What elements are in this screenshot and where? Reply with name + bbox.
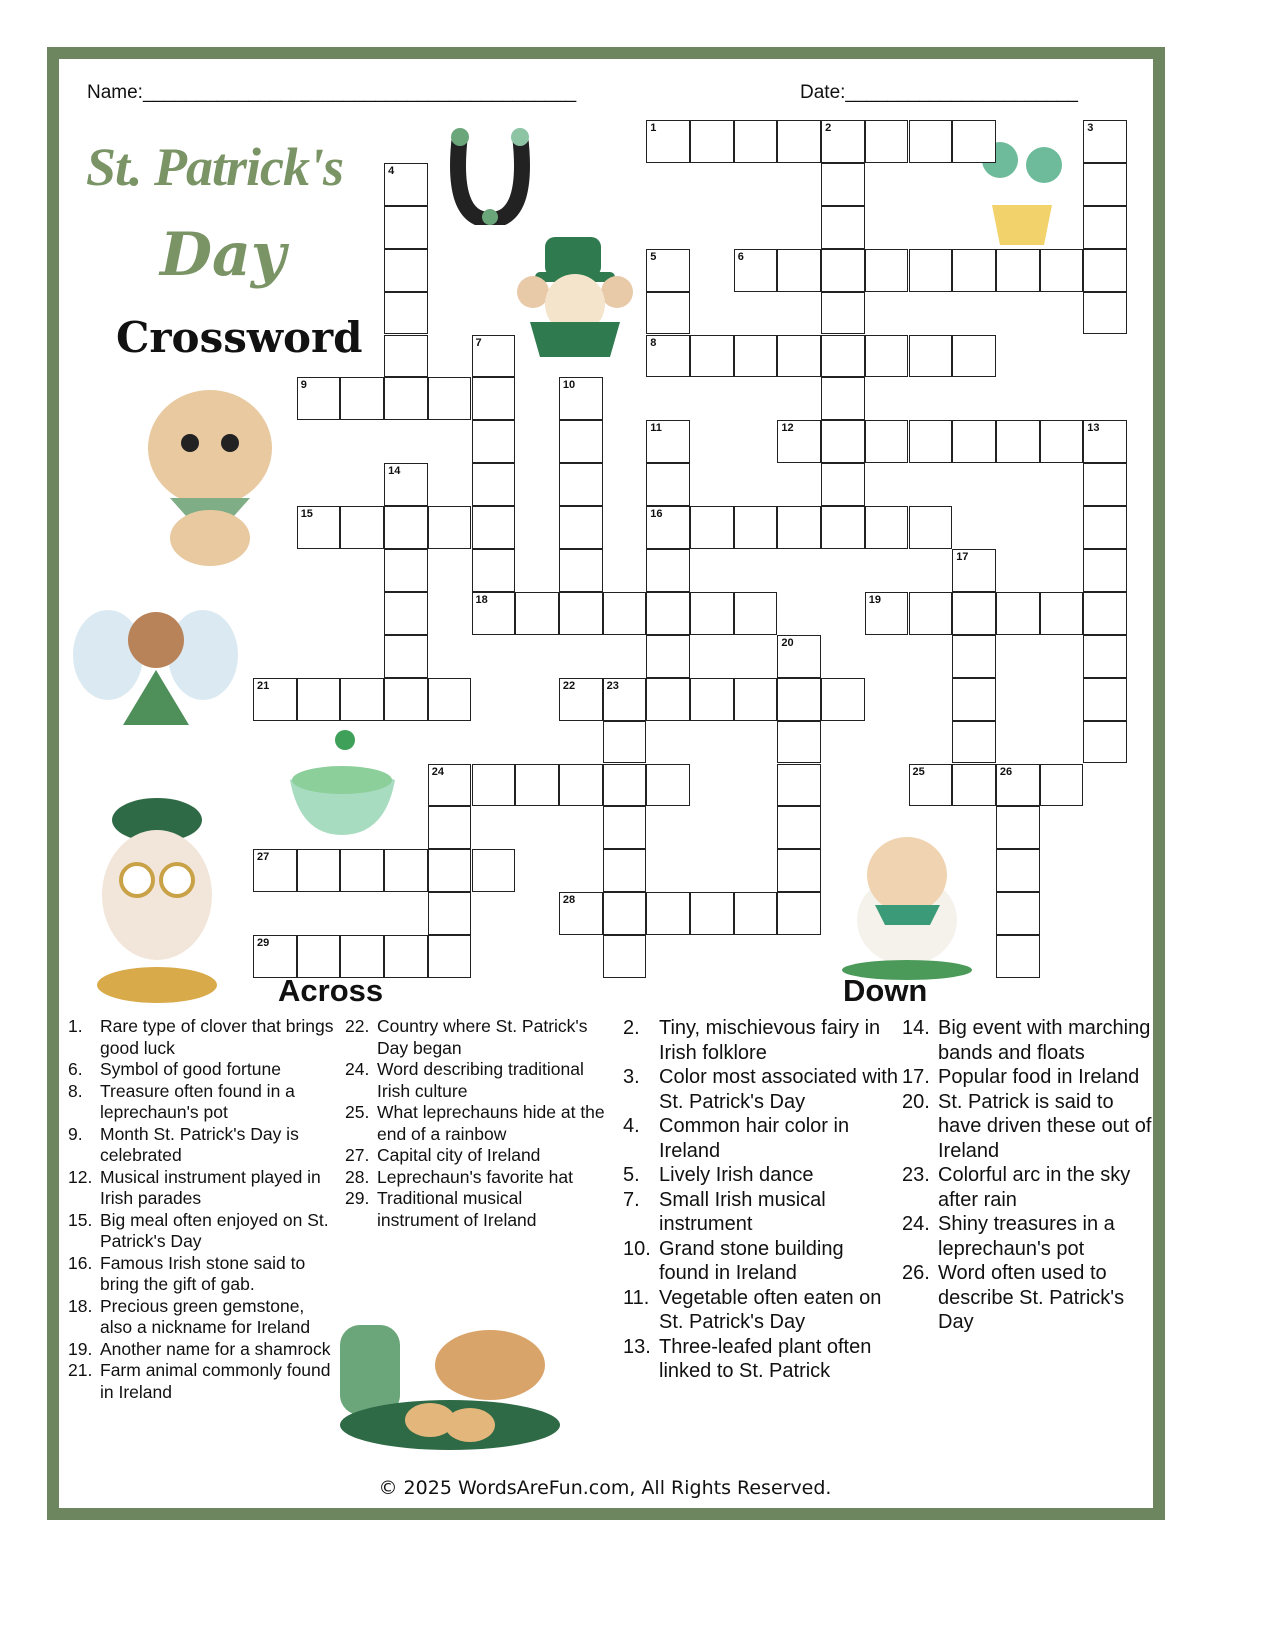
clue-item-number: 27. bbox=[345, 1145, 370, 1165]
clue-item-number: 22. bbox=[345, 1016, 370, 1036]
clue-number: 21 bbox=[257, 679, 270, 692]
clue-number: 14 bbox=[388, 465, 401, 478]
crossword-cell[interactable] bbox=[1083, 206, 1127, 249]
clue-number: 16 bbox=[650, 508, 663, 521]
crossword-cell[interactable] bbox=[384, 849, 428, 892]
crossword-cell[interactable] bbox=[734, 249, 778, 292]
clue-number: 24 bbox=[431, 765, 445, 778]
clue-item-number: 6. bbox=[68, 1059, 83, 1079]
clue-item-number: 2. bbox=[623, 1017, 640, 1039]
clue-item-number: 1. bbox=[68, 1016, 83, 1036]
crossword-cell[interactable] bbox=[428, 678, 472, 721]
clue-item-text: Month St. Patrick's Day is celebrated bbox=[100, 1123, 299, 1165]
crossword-cell[interactable] bbox=[472, 420, 516, 463]
crossword-cell[interactable] bbox=[559, 892, 603, 935]
crossword-cell[interactable] bbox=[1083, 678, 1127, 721]
clue-item bbox=[345, 1016, 607, 1059]
copyright: © 2025 WordsAreFun.com, All Rights Reserved. bbox=[378, 1477, 832, 1499]
clue-item bbox=[902, 1065, 1152, 1090]
crossword-cell[interactable] bbox=[734, 120, 778, 163]
crossword-cell[interactable] bbox=[603, 721, 647, 764]
crossword-cell[interactable] bbox=[952, 120, 996, 163]
crossword-cell[interactable] bbox=[646, 335, 690, 378]
clue-number: 8 bbox=[650, 336, 657, 349]
clue-item-text: Vegetable often eaten on St. Patrick's Day bbox=[659, 1286, 882, 1333]
crossword-cell[interactable] bbox=[777, 764, 821, 807]
crossword-cell[interactable] bbox=[952, 721, 996, 764]
crossword-cell[interactable] bbox=[777, 892, 821, 935]
clue-item bbox=[902, 1163, 1152, 1212]
clue-item-text: Big meal often enjoyed on St. Patrick's Day bbox=[100, 1209, 329, 1251]
title-crossword: Crossword bbox=[116, 313, 363, 362]
crossword-cell[interactable] bbox=[1083, 420, 1127, 463]
crossword-cell[interactable] bbox=[777, 721, 821, 764]
crossword-cell[interactable] bbox=[384, 335, 428, 378]
crossword-cell[interactable] bbox=[734, 335, 778, 378]
crossword-cell[interactable] bbox=[821, 506, 865, 549]
clue-item-number: 13. bbox=[623, 1335, 651, 1358]
crossword-cell[interactable] bbox=[603, 678, 647, 721]
crossword-cell[interactable] bbox=[603, 892, 647, 935]
crossword-cell[interactable] bbox=[996, 806, 1040, 849]
crossword-cell[interactable] bbox=[384, 249, 428, 292]
crossword-cell[interactable] bbox=[821, 206, 865, 249]
crossword-cell[interactable] bbox=[777, 120, 821, 163]
crossword-cell[interactable] bbox=[777, 335, 821, 378]
clue-item bbox=[345, 1167, 607, 1189]
crossword-cell[interactable] bbox=[690, 506, 734, 549]
crossword-cell[interactable] bbox=[340, 506, 384, 549]
clue-item bbox=[68, 1167, 338, 1210]
clue-item-text: Farm animal commonly found in Ireland bbox=[100, 1360, 331, 1402]
crossword-cell[interactable] bbox=[996, 764, 1040, 807]
clue-number: 17 bbox=[956, 551, 969, 563]
crossword-cell[interactable] bbox=[472, 764, 516, 807]
clue-item-number: 14. bbox=[902, 1017, 930, 1039]
clue-item-number: 8. bbox=[68, 1080, 83, 1101]
clue-item-text: St. Patrick is said to have driven these out of Ireland bbox=[938, 1090, 1152, 1162]
crossword-cell[interactable] bbox=[428, 935, 472, 978]
crossword-cell[interactable] bbox=[1040, 420, 1084, 463]
crossword-cell[interactable] bbox=[297, 506, 341, 549]
clue-item-number: 5. bbox=[623, 1164, 640, 1186]
clue-item-number: 15. bbox=[68, 1209, 93, 1230]
clue-item bbox=[623, 1237, 898, 1286]
crossword-cell[interactable] bbox=[952, 549, 996, 592]
clue-number: 27 bbox=[257, 851, 270, 864]
crossword-cell[interactable] bbox=[384, 463, 428, 506]
crossword-cell[interactable] bbox=[996, 592, 1040, 635]
crossword-cell[interactable] bbox=[909, 120, 953, 163]
clue-item bbox=[68, 1210, 338, 1253]
crossword-cell[interactable] bbox=[297, 377, 341, 420]
crossword-cell[interactable] bbox=[865, 592, 909, 635]
crossword-cell[interactable] bbox=[821, 377, 865, 420]
crossword-cell[interactable] bbox=[472, 592, 516, 635]
clue-item-number: 28. bbox=[345, 1166, 370, 1187]
clue-item-number: 24. bbox=[345, 1059, 370, 1079]
clue-number: 23 bbox=[606, 679, 619, 692]
crossword-cell[interactable] bbox=[1083, 635, 1127, 678]
clue-item bbox=[68, 1360, 338, 1403]
crossword-cell[interactable] bbox=[428, 849, 472, 892]
crossword-cell[interactable] bbox=[603, 592, 647, 635]
crossword-cell[interactable] bbox=[559, 420, 603, 463]
crossword-cell[interactable] bbox=[865, 120, 909, 163]
clue-item bbox=[345, 1188, 607, 1231]
clue-number: 20 bbox=[781, 636, 794, 649]
clue-number: 12 bbox=[781, 422, 794, 435]
crossword-cell[interactable] bbox=[297, 935, 341, 978]
crossword-cell[interactable] bbox=[646, 549, 690, 592]
crossword-cell[interactable] bbox=[996, 892, 1040, 935]
crossword-cell[interactable] bbox=[996, 420, 1040, 463]
crossword-cell[interactable] bbox=[559, 463, 603, 506]
across-clues-column-1 bbox=[68, 1016, 338, 1403]
clue-item-number: 25. bbox=[345, 1102, 370, 1122]
crossword-cell[interactable] bbox=[777, 849, 821, 892]
clue-item-text: Common hair color in Ireland bbox=[659, 1115, 850, 1162]
clue-item-text: Precious green gemstone, also a nickname for Ireland bbox=[100, 1295, 311, 1337]
crossword-cell[interactable] bbox=[384, 506, 428, 549]
crossword-cell[interactable] bbox=[909, 764, 953, 807]
crossword-cell[interactable] bbox=[428, 377, 472, 420]
clue-item-text: Big event with marching bands and floats bbox=[938, 1017, 1151, 1064]
clue-item bbox=[623, 1286, 898, 1335]
clue-item bbox=[68, 1253, 338, 1296]
crossword-cell[interactable] bbox=[515, 764, 559, 807]
crossword-cell[interactable] bbox=[865, 335, 909, 378]
crossword-cell[interactable] bbox=[821, 678, 865, 721]
crossword-cell[interactable] bbox=[603, 764, 647, 807]
crossword-cell[interactable] bbox=[384, 549, 428, 592]
crossword-cell[interactable] bbox=[559, 764, 603, 807]
crossword-cell[interactable] bbox=[472, 335, 516, 378]
crossword-cell[interactable] bbox=[472, 377, 516, 420]
crossword-cell[interactable] bbox=[1083, 592, 1127, 635]
crossword-cell[interactable] bbox=[428, 764, 472, 807]
crossword-cell[interactable] bbox=[428, 506, 472, 549]
clue-item-text: Colorful arc in the sky after rain bbox=[938, 1164, 1131, 1211]
clue-item-text: Country where St. Patrick's Day began bbox=[377, 1016, 588, 1058]
down-clues-column-1 bbox=[623, 1016, 898, 1384]
clue-number: 5 bbox=[650, 250, 657, 263]
crossword-cell[interactable] bbox=[1040, 764, 1084, 807]
clue-number: 15 bbox=[300, 508, 313, 521]
clue-item-text: Lively Irish dance bbox=[659, 1164, 814, 1186]
crossword-cell[interactable] bbox=[734, 592, 778, 635]
crossword-cell[interactable] bbox=[690, 592, 734, 635]
clue-item bbox=[902, 1016, 1152, 1065]
down-heading: Down bbox=[843, 973, 928, 1008]
clue-item bbox=[623, 1188, 898, 1237]
clue-item-text: What leprechauns hide at the end of a rainbow bbox=[377, 1102, 605, 1144]
crossword-cell[interactable] bbox=[777, 506, 821, 549]
down-clues-column-2 bbox=[902, 1016, 1152, 1335]
crossword-cell[interactable] bbox=[1083, 721, 1127, 764]
crossword-cell[interactable] bbox=[909, 592, 953, 635]
crossword-cell[interactable] bbox=[603, 806, 647, 849]
across-heading: Across bbox=[278, 973, 384, 1008]
crossword-cell[interactable] bbox=[777, 635, 821, 678]
puppy-illustration bbox=[120, 378, 300, 568]
clue-item-number: 11. bbox=[623, 1286, 650, 1309]
clue-item-number: 23. bbox=[902, 1164, 930, 1186]
crossword-cell[interactable] bbox=[340, 377, 384, 420]
clue-item-text: Symbol of good fortune bbox=[100, 1059, 281, 1079]
crossword-cell[interactable] bbox=[646, 635, 690, 678]
clue-number: 25 bbox=[912, 765, 925, 778]
crossword-cell[interactable] bbox=[777, 420, 821, 463]
crossword-cell[interactable] bbox=[821, 420, 865, 463]
irish-food-illustration bbox=[320, 1245, 580, 1465]
crossword-cell[interactable] bbox=[384, 678, 428, 721]
clue-item-text: Famous Irish stone said to bring the gift of gab. bbox=[100, 1252, 306, 1294]
crossword-cell[interactable] bbox=[909, 506, 953, 549]
crossword-cell[interactable] bbox=[384, 163, 428, 206]
crossword-cell[interactable] bbox=[777, 249, 821, 292]
clue-number: 28 bbox=[562, 894, 576, 907]
crossword-cell[interactable] bbox=[646, 592, 690, 635]
crossword-cell[interactable] bbox=[865, 249, 909, 292]
clue-item-number: 19. bbox=[68, 1338, 93, 1359]
crossword-cell[interactable] bbox=[559, 506, 603, 549]
crossword-cell[interactable] bbox=[340, 935, 384, 978]
clue-item-number: 3. bbox=[623, 1066, 640, 1088]
crossword-cell[interactable] bbox=[865, 506, 909, 549]
clue-item-number: 29. bbox=[345, 1188, 370, 1208]
crossword-cell[interactable] bbox=[1040, 249, 1084, 292]
clue-item-text: Capital city of Ireland bbox=[377, 1145, 541, 1165]
title-line-1: St. Patrick's bbox=[86, 137, 344, 197]
clue-item-number: 9. bbox=[68, 1123, 83, 1144]
crossword-cell[interactable] bbox=[428, 806, 472, 849]
clue-number: 22 bbox=[562, 679, 576, 692]
crossword-cell[interactable] bbox=[777, 678, 821, 721]
clue-item-text: Treasure often found in a leprechaun's pot bbox=[100, 1080, 295, 1122]
fairy-illustration bbox=[68, 585, 243, 760]
crossword-cell[interactable] bbox=[996, 849, 1040, 892]
crossword-cell[interactable] bbox=[297, 849, 341, 892]
crossword-cell[interactable] bbox=[1083, 292, 1127, 335]
title-line-2: Day bbox=[160, 220, 286, 290]
clue-number: 2 bbox=[825, 122, 832, 134]
clue-item bbox=[345, 1102, 607, 1145]
crossword-cell[interactable] bbox=[646, 678, 690, 721]
clue-number: 7 bbox=[475, 336, 482, 349]
crossword-cell[interactable] bbox=[646, 249, 690, 292]
mouse-leprechaun-illustration bbox=[515, 232, 635, 362]
crossword-cell[interactable] bbox=[384, 206, 428, 249]
clue-number: 4 bbox=[388, 164, 395, 177]
crossword-cell[interactable] bbox=[952, 635, 996, 678]
crossword-cell[interactable] bbox=[646, 892, 690, 935]
clue-item bbox=[345, 1145, 607, 1167]
crossword-cell[interactable] bbox=[1083, 549, 1127, 592]
crossword-cell[interactable] bbox=[559, 377, 603, 420]
crossword-cell[interactable] bbox=[690, 892, 734, 935]
clue-item-number: 18. bbox=[68, 1295, 93, 1316]
clue-item bbox=[902, 1212, 1152, 1261]
crossword-cell[interactable] bbox=[646, 764, 690, 807]
crossword-cell[interactable] bbox=[253, 678, 297, 721]
crossword-cell[interactable] bbox=[690, 678, 734, 721]
crossword-cell[interactable] bbox=[777, 806, 821, 849]
crossword-cell[interactable] bbox=[646, 506, 690, 549]
crossword-cell[interactable] bbox=[909, 249, 953, 292]
clue-item-text: Leprechaun's favorite hat bbox=[377, 1166, 573, 1187]
clue-item bbox=[623, 1065, 898, 1114]
clue-number: 26 bbox=[999, 765, 1013, 778]
clue-item bbox=[68, 1059, 338, 1081]
crossword-cell[interactable] bbox=[646, 463, 690, 506]
clue-item-text: Small Irish musical instrument bbox=[659, 1188, 826, 1235]
crossword-cell[interactable] bbox=[821, 163, 865, 206]
crossword-cell[interactable] bbox=[734, 678, 778, 721]
crossword-cell[interactable] bbox=[1083, 249, 1127, 292]
crossword-cell[interactable] bbox=[472, 849, 516, 892]
crossword-cell[interactable] bbox=[559, 678, 603, 721]
crossword-cell[interactable] bbox=[909, 335, 953, 378]
clue-item-text: Grand stone building found in Ireland bbox=[659, 1237, 844, 1284]
crossword-cell[interactable] bbox=[340, 849, 384, 892]
clue-item bbox=[68, 1124, 338, 1167]
clue-number: 9 bbox=[300, 379, 307, 392]
clue-item-text: Shiny treasures in a leprechaun's pot bbox=[938, 1213, 1115, 1260]
crossword-cell[interactable] bbox=[909, 420, 953, 463]
clue-item-text: Musical instrument played in Irish parades bbox=[100, 1166, 321, 1208]
clue-item-text: Another name for a shamrock bbox=[100, 1338, 331, 1359]
clue-item bbox=[68, 1016, 338, 1059]
clue-item bbox=[68, 1339, 338, 1361]
clue-item-number: 26. bbox=[902, 1262, 930, 1284]
clue-item-text: Popular food in Ireland bbox=[938, 1066, 1140, 1088]
crossword-cell[interactable] bbox=[821, 463, 865, 506]
crossword-cell[interactable] bbox=[472, 506, 516, 549]
crossword-cell[interactable] bbox=[734, 892, 778, 935]
clue-item bbox=[345, 1059, 607, 1102]
crossword-cell[interactable] bbox=[384, 635, 428, 678]
clue-item-text: Three-leafed plant often linked to St. Patrick bbox=[659, 1335, 872, 1382]
crossword-cell[interactable] bbox=[1083, 120, 1127, 163]
soup-bowl-illustration bbox=[285, 725, 400, 840]
crossword-cell[interactable] bbox=[603, 935, 647, 978]
crossword-cell[interactable] bbox=[253, 849, 297, 892]
clue-item bbox=[623, 1114, 898, 1163]
sheep-illustration bbox=[835, 815, 980, 980]
crossword-cell[interactable] bbox=[952, 335, 996, 378]
clue-number: 3 bbox=[1087, 122, 1094, 134]
crossword-cell[interactable] bbox=[734, 506, 778, 549]
crossword-cell[interactable] bbox=[1083, 463, 1127, 506]
crossword-cell[interactable] bbox=[821, 120, 865, 163]
crossword-cell[interactable] bbox=[428, 892, 472, 935]
crossword-cell[interactable] bbox=[952, 592, 996, 635]
crossword-cell[interactable] bbox=[1040, 592, 1084, 635]
clue-item bbox=[902, 1261, 1152, 1335]
clue-item-text: Traditional musical instrument of Ireland bbox=[377, 1188, 537, 1230]
clue-item-number: 17. bbox=[902, 1066, 930, 1088]
clue-item bbox=[623, 1335, 898, 1384]
clue-number: 29 bbox=[257, 937, 270, 950]
crossword-cell[interactable] bbox=[559, 549, 603, 592]
clue-item-text: Rare type of clover that brings good luck bbox=[100, 1016, 334, 1058]
clue-number: 13 bbox=[1087, 422, 1100, 435]
crossword-cell[interactable] bbox=[646, 120, 690, 163]
crossword-cell[interactable] bbox=[952, 764, 996, 807]
crossword-cell[interactable] bbox=[1083, 506, 1127, 549]
crossword-cell[interactable] bbox=[996, 935, 1040, 978]
clue-item-text: Color most associated with St. Patrick's Day bbox=[659, 1066, 898, 1113]
clue-item-number: 4. bbox=[623, 1115, 640, 1137]
crossword-cell[interactable] bbox=[340, 678, 384, 721]
crossword-cell[interactable] bbox=[952, 678, 996, 721]
clue-item bbox=[68, 1296, 338, 1339]
clue-item-number: 10. bbox=[623, 1237, 651, 1260]
horseshoe-illustration bbox=[445, 125, 535, 225]
crossword-cell[interactable] bbox=[952, 420, 996, 463]
clue-number: 10 bbox=[562, 379, 576, 392]
crossword-cell[interactable] bbox=[384, 592, 428, 635]
clue-item-number: 20. bbox=[902, 1090, 930, 1113]
crossword-cell[interactable] bbox=[384, 292, 428, 335]
crossword-cell[interactable] bbox=[253, 935, 297, 978]
clue-item bbox=[902, 1090, 1152, 1164]
date-field[interactable]: Date:______________________ bbox=[800, 82, 1078, 103]
clue-item-number: 7. bbox=[623, 1188, 640, 1211]
crossword-cell[interactable] bbox=[821, 249, 865, 292]
crossword-cell[interactable] bbox=[865, 420, 909, 463]
clue-item-text: Word often used to describe St. Patrick's Day bbox=[938, 1262, 1125, 1333]
clue-item-text: Word describing traditional Irish culture bbox=[377, 1059, 584, 1101]
crossword-cell[interactable] bbox=[646, 292, 690, 335]
crossword-cell[interactable] bbox=[472, 463, 516, 506]
crossword-cell[interactable] bbox=[690, 120, 734, 163]
clue-number: 18 bbox=[475, 593, 488, 606]
clue-item-number: 21. bbox=[68, 1360, 93, 1380]
clue-number: 1 bbox=[650, 122, 657, 134]
clue-item bbox=[623, 1016, 898, 1065]
clue-item bbox=[68, 1081, 338, 1124]
crossword-cell[interactable] bbox=[821, 292, 865, 335]
crossword-cell[interactable] bbox=[821, 335, 865, 378]
crossword-cell[interactable] bbox=[646, 420, 690, 463]
clue-number: 11 bbox=[650, 422, 662, 435]
across-clues-column-2 bbox=[345, 1016, 607, 1231]
clue-number: 6 bbox=[737, 250, 744, 263]
name-field[interactable]: Name:_________________________________________ bbox=[87, 82, 577, 103]
crossword-cell[interactable] bbox=[297, 678, 341, 721]
crossword-cell[interactable] bbox=[384, 935, 428, 978]
clue-item-number: 16. bbox=[68, 1252, 93, 1273]
clue-item-number: 24. bbox=[902, 1213, 930, 1235]
owl-illustration bbox=[85, 795, 230, 1010]
crossword-cell[interactable] bbox=[690, 335, 734, 378]
crossword-cell[interactable] bbox=[515, 592, 559, 635]
clue-number: 19 bbox=[868, 593, 882, 606]
clue-item-text: Tiny, mischievous fairy in Irish folklore bbox=[659, 1017, 881, 1064]
crossword-cell[interactable] bbox=[384, 377, 428, 420]
crossword-cell[interactable] bbox=[952, 249, 996, 292]
crossword-cell[interactable] bbox=[472, 549, 516, 592]
crossword-cell[interactable] bbox=[559, 592, 603, 635]
crossword-cell[interactable] bbox=[603, 849, 647, 892]
clue-item-number: 12. bbox=[68, 1166, 93, 1187]
crossword-cell[interactable] bbox=[1083, 163, 1127, 206]
crossword-cell[interactable] bbox=[996, 249, 1040, 292]
clue-item bbox=[623, 1163, 898, 1188]
